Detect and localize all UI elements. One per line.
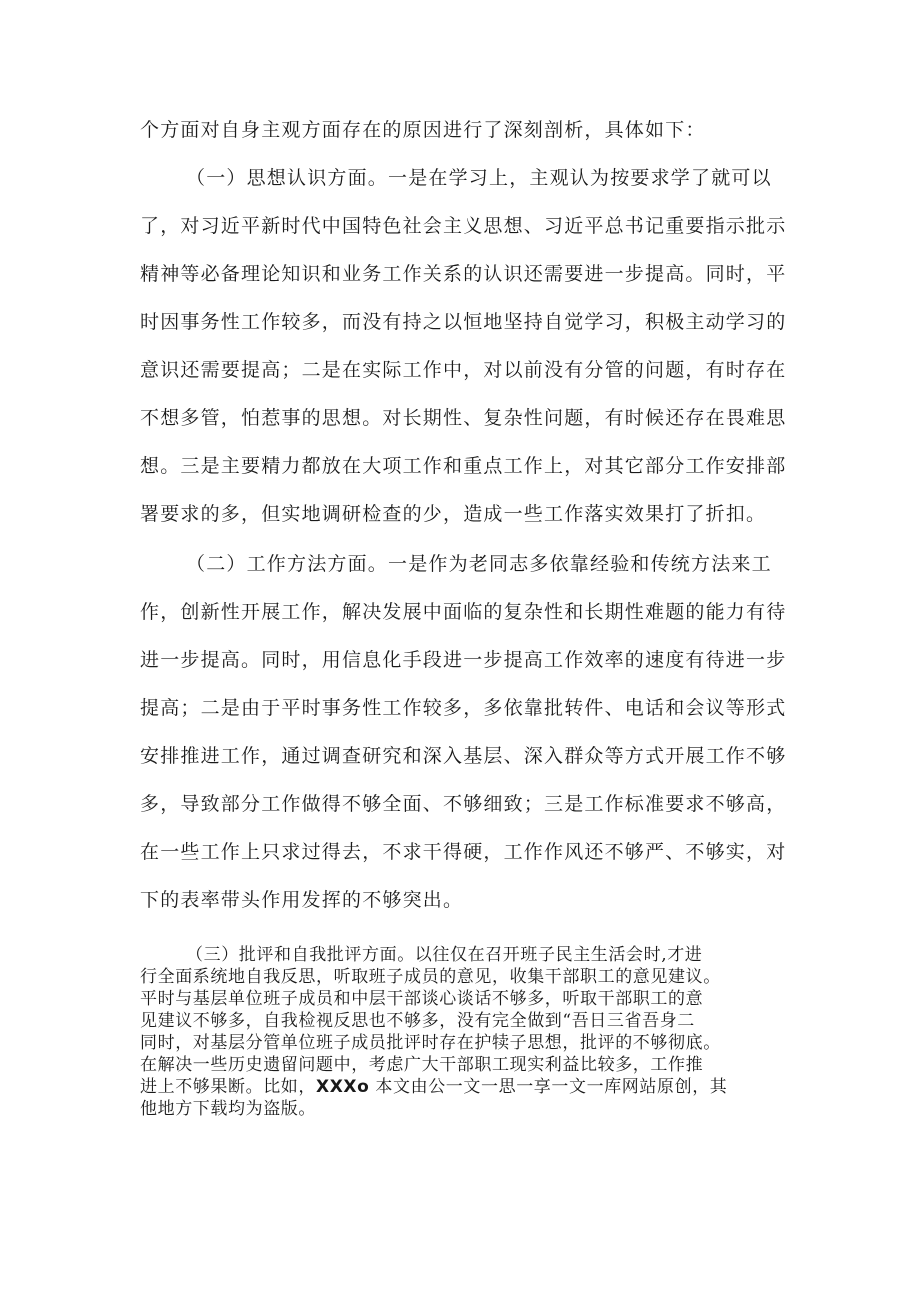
section1-line-8: 署要求的多，但实地调研检查的少，造成一些工作落实效果打了折扣。 bbox=[140, 503, 767, 525]
section1-line-6: 不想多管，怕惹事的思想。对长期性、复杂性问题，有时候还存在畏难思 bbox=[140, 407, 787, 429]
section3-line-2: 行全面系统地自我反思，听取班子成员的意见，收集干部职工的意见建议。 bbox=[140, 967, 721, 987]
section2-line-6: 多，导致部分工作做得不够全面、不够细致；三是工作标准要求不够高， bbox=[140, 793, 787, 815]
section3-line-4: 见建议不够多，自我检视反思也不够多，没有完全做到“吾日三省吾身二 bbox=[140, 1011, 695, 1031]
intro-line: 个方面对自身主观方面存在的原因进行了深刻剖析，具体如下： bbox=[140, 119, 706, 141]
placeholder-name: XXXo bbox=[316, 1077, 370, 1097]
section1-line-2: 了，对习近平新时代中国特色社会主义思想、习近平总书记重要指示批示 bbox=[140, 215, 787, 237]
section3-line-1: （三）批评和自我批评方面。以往仅在召开班子民主生活会时,才进 bbox=[186, 945, 703, 965]
section3-line-5: 同时，对基层分管单位班子成员批评时存在护犊子思想，批评的不够彻底。 bbox=[140, 1033, 721, 1053]
section1-line-1: （一）思想认识方面。一是在学习上，主观认为按要求学了就可以 bbox=[186, 167, 772, 189]
section2-line-3: 进一步提高。同时，用信息化手段进一步提高工作效率的速度有待进一步 bbox=[140, 649, 787, 671]
section2-line-5: 安排推进工作，通过调查研究和深入基层、深入群众等方式开展工作不够 bbox=[140, 745, 787, 767]
section1-line-4: 时因事务性工作较多，而没有持之以恒地坚持自觉学习，积极主动学习的 bbox=[140, 311, 787, 333]
section2-line-1: （二）工作方法方面。一是作为老同志多依靠经验和传统方法来工 bbox=[186, 553, 772, 575]
section1-line-7: 想。三是主要精力都放在大项工作和重点工作上，对其它部分工作安排部 bbox=[140, 455, 787, 477]
section2-line-8: 下的表率带头作用发挥的不够突出。 bbox=[140, 889, 464, 911]
section3-line-8: 他地方下载均为盗版。 bbox=[140, 1099, 316, 1119]
section3-line-7-tail: 本文由公一文一思一享一文一库网站原创，其 bbox=[369, 1077, 728, 1097]
section1-line-5: 意识还需要提高；二是在实际工作中，对以前没有分管的问题，有时存在 bbox=[140, 359, 787, 381]
section2-line-7: 在一些工作上只求过得去，不求干得硬，工作作风还不够严、不够实，对 bbox=[140, 841, 787, 863]
section1-line-3: 精神等必备理论知识和业务工作关系的认识还需要进一步提高。同时，平 bbox=[140, 263, 787, 285]
section3-line-6: 在解决一些历史遗留问题中，考虑广大干部职工现实利益比较多，工作推 bbox=[140, 1055, 704, 1075]
section3-line-7-head: 进上不够果断。比如， bbox=[140, 1077, 316, 1097]
section2-line-4: 提高；二是由于平时事务性工作较多，多依靠批转件、电话和会议等形式 bbox=[140, 697, 787, 719]
section3-line-3: 平时与基层单位班子成员和中层干部谈心谈话不够多，听取干部职工的意 bbox=[140, 989, 704, 1009]
section2-line-2: 作，创新性开展工作，解决发展中面临的复杂性和长期性难题的能力有待 bbox=[140, 601, 787, 623]
section3-line-7 bbox=[140, 1076, 727, 1098]
